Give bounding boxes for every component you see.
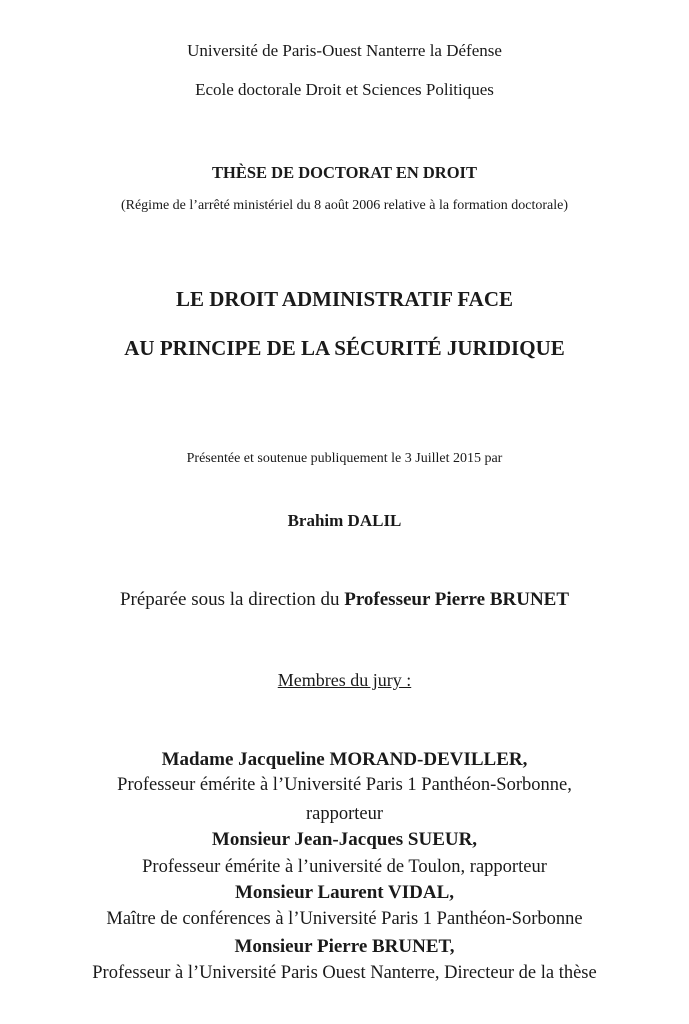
- university-name: Université de Paris-Ouest Nanterre la Défense: [187, 41, 502, 60]
- jury-member-name: Monsieur Jean-Jacques SUEUR,: [211, 829, 478, 850]
- jury-member-role: Professeur émérite à l’Université Paris 1 Panthéon-Sorbonne,: [117, 775, 572, 795]
- author-name: Brahim DALIL: [287, 511, 402, 530]
- jury-member-role: Professeur émérite à l’université de Toulon, rapporteur: [142, 857, 547, 877]
- jury-member-name: Madame Jacqueline MORAND-DEVILLER,: [161, 749, 528, 770]
- supervision-statement: [0, 589, 689, 611]
- jury-member-name: Monsieur Laurent VIDAL,: [234, 882, 455, 903]
- jury-member-role: Maître de conférences à l’Université Paris 1 Panthéon-Sorbonne: [106, 909, 583, 929]
- supervision-prefix: Préparée sous la direction du: [119, 589, 345, 610]
- thesis-regime: (Régime de l’arrêté ministériel du 8 août 2006 relative à la formation doctorale): [120, 198, 569, 213]
- director-name: Professeur Pierre BRUNET: [344, 589, 570, 610]
- jury-member-role: Professeur à l’Université Paris Ouest Nanterre, Directeur de la thèse: [92, 963, 597, 983]
- jury-heading: Membres du jury :: [277, 670, 412, 690]
- doctoral-school: Ecole doctorale Droit et Sciences Politiques: [195, 80, 494, 99]
- jury-member-role-continued: rapporteur: [305, 804, 384, 824]
- jury-member-name: Monsieur Pierre BRUNET,: [234, 936, 455, 957]
- thesis-type: THÈSE DE DOCTORAT EN DROIT: [212, 163, 477, 182]
- thesis-title-line-1: LE DROIT ADMINISTRATIF FACE: [175, 287, 514, 311]
- presentation-statement: Présentée et soutenue publiquement le 3 Juillet 2015 par: [186, 451, 503, 466]
- thesis-title-line-2: AU PRINCIPE DE LA SÉCURITÉ JURIDIQUE: [124, 336, 565, 360]
